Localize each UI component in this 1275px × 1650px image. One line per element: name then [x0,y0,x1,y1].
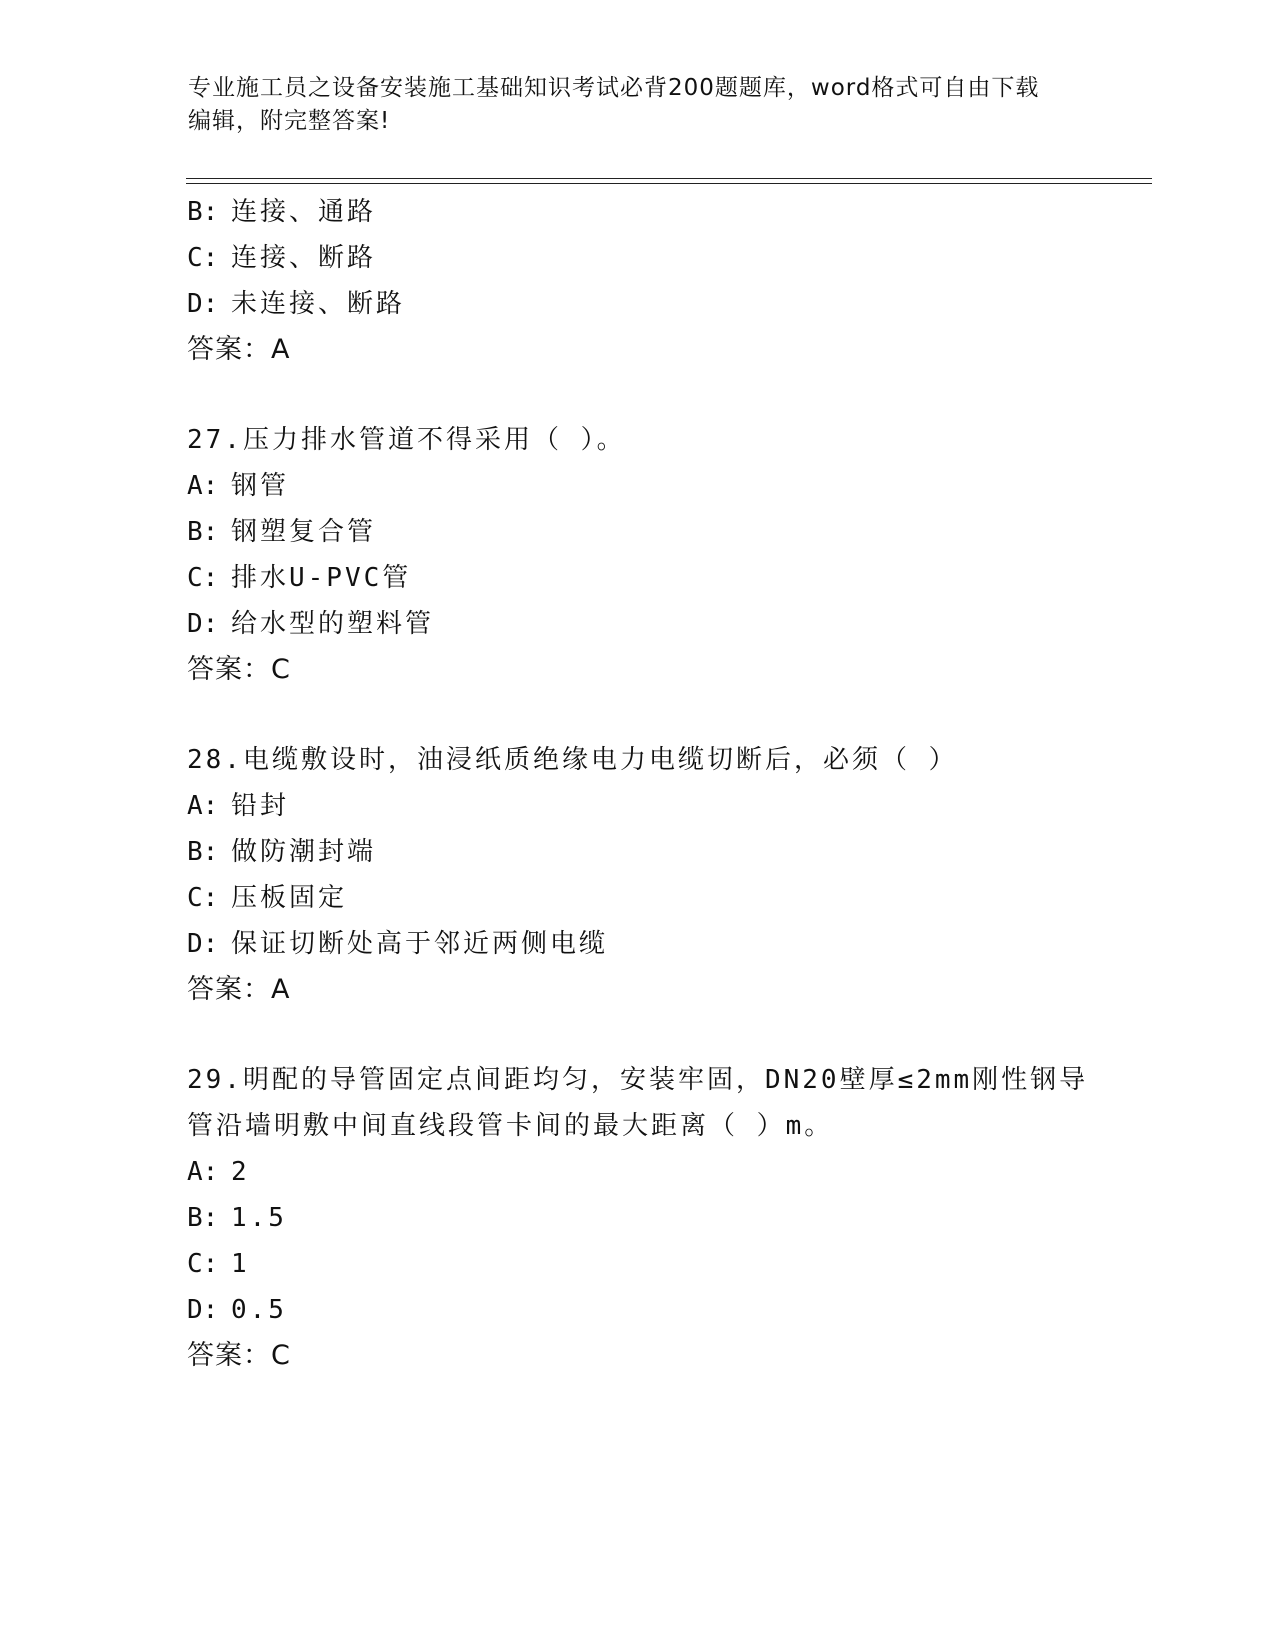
option-b [187,509,1127,555]
question-27 [187,417,1127,693]
option-d [187,921,1127,967]
answer: 答案：A [187,334,291,365]
option-b [187,1195,1127,1241]
option-key: C: [187,563,219,593]
spacer [187,373,1127,417]
option-text: 1 [231,1249,250,1279]
option-text: 0.5 [231,1295,287,1325]
question-stem-line-1: 29.明配的导管固定点间距均匀，安装牢固，DN20壁厚≤2mm刚性钢导 [187,1065,1089,1095]
document-header [188,72,1088,138]
option-a [187,783,1127,829]
option-text: 铅封 [231,791,290,821]
option-key: C: [187,883,219,913]
option-key: C: [187,1249,219,1279]
answer: 答案：A [187,974,291,1005]
header-title-line-2: 编辑，附完整答案! [188,108,391,134]
question-29 [187,1057,1127,1379]
option-c [187,875,1127,921]
header-rule-bottom [186,183,1152,184]
option-text: 保证切断处高于邻近两侧电缆 [231,929,609,959]
option-key: C: [187,243,219,273]
answer: 答案：C [187,654,291,685]
option-text: 2 [231,1157,250,1187]
header-rule-top [186,178,1152,179]
option-c [187,1241,1127,1287]
question-26-tail [187,189,1127,373]
option-text: 连接、断路 [231,243,377,273]
option-key: A: [187,1157,219,1187]
option-text: 压板固定 [231,883,348,913]
option-d [187,601,1127,647]
option-c [187,555,1127,601]
option-key: B: [187,837,219,867]
spacer [187,1013,1127,1057]
question-stem: 28.电缆敷设时，油浸纸质绝缘电力电缆切断后，必须（ ） [187,745,958,775]
option-d [187,1287,1127,1333]
option-key: D: [187,1295,219,1325]
option-key: B: [187,197,219,227]
question-stem-line-2: 管沿墙明敷中间直线段管卡间的最大距离（ ）m。 [187,1111,834,1141]
header-title-line-1: 专业施工员之设备安装施工基础知识考试必背200题题库，word格式可自由下载 [188,75,1040,101]
option-text: 给水型的塑料管 [231,609,435,639]
option-text: 1.5 [231,1203,287,1233]
option-text: 钢管 [231,471,290,501]
option-a [187,463,1127,509]
option-text: 排水U-PVC管 [231,563,412,593]
option-text: 未连接、断路 [231,289,406,319]
question-list [187,189,1127,1379]
option-key: A: [187,471,219,501]
option-key: D: [187,609,219,639]
option-key: B: [187,517,219,547]
option-a [187,1149,1127,1195]
option-c [187,235,1127,281]
spacer [187,693,1127,737]
option-key: A: [187,791,219,821]
option-b [187,829,1127,875]
answer: 答案：C [187,1340,291,1371]
option-text: 钢塑复合管 [231,517,377,547]
question-stem: 27.压力排水管道不得采用（ ）。 [187,425,626,455]
option-d [187,281,1127,327]
option-key: D: [187,289,219,319]
question-28 [187,737,1127,1013]
option-key: B: [187,1203,219,1233]
option-b [187,189,1127,235]
option-key: D: [187,929,219,959]
option-text: 连接、通路 [231,197,377,227]
option-text: 做防潮封端 [231,837,377,867]
